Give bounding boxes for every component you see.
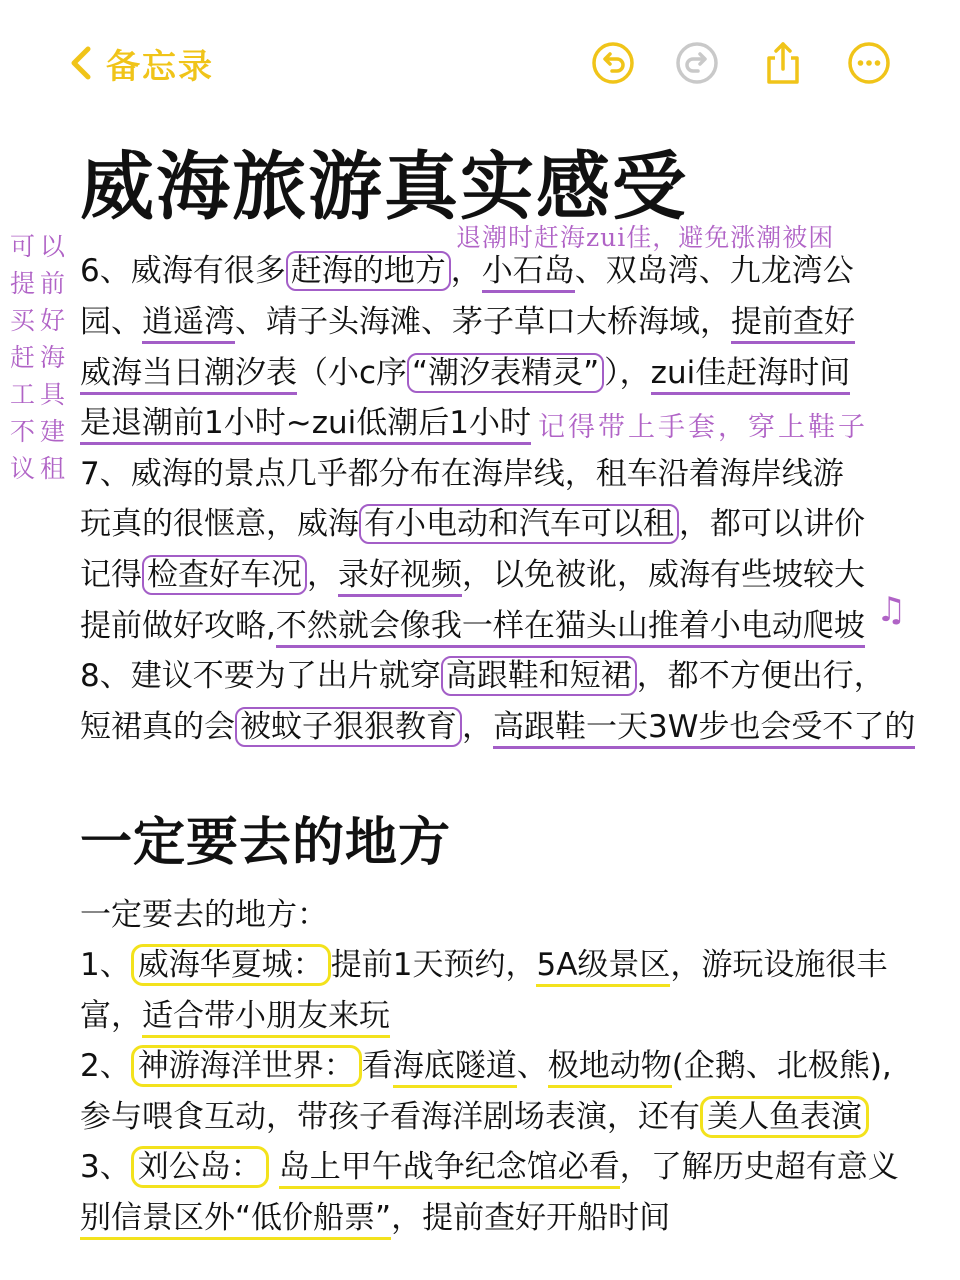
text-span: 参与喂食互动，带孩子看海洋剧场表演，还有 (80, 1099, 700, 1135)
handwritten-note-top: 退潮时赶海zui佳，避免涨潮被困 (456, 223, 835, 252)
text-span: 、靖子头海滩、茅子草口大桥海域， (235, 304, 731, 340)
more-icon (846, 40, 892, 86)
top-toolbar (0, 0, 960, 120)
highlight-underline: 威海当日潮汐表 (80, 355, 297, 395)
place-line (80, 1041, 892, 1091)
text-span: ， (450, 253, 482, 289)
highlight-box: 检查好车况 (142, 555, 307, 595)
body-line (80, 348, 850, 398)
place-name-box: 神游海洋世界： (131, 1045, 362, 1087)
note-title: 威海旅游真实感受 (80, 144, 688, 230)
text-span: 7、威海的景点几乎都分布在海岸线，租车沿着海岸线游 (80, 456, 844, 492)
text-span: 、双岛湾、九龙湾公 (574, 253, 854, 289)
highlight-underline: 录好视频 (338, 557, 462, 597)
body-line (80, 297, 855, 347)
place-name-box: 威海华夏城： (131, 944, 331, 986)
place-line (80, 1142, 899, 1192)
highlight-box: 被蚊子狠狠教育 (235, 707, 462, 747)
highlight-underline: 不然就会像我一样在猫头山推着小电动爬坡 (276, 608, 865, 648)
text-span: ，都不方便出行， (636, 658, 885, 694)
highlight-underline: zui佳赶海时间 (651, 355, 851, 395)
text-span: ，都可以讲价 (679, 506, 865, 542)
undo-icon (590, 40, 636, 86)
place-line (80, 940, 887, 990)
text-span: (企鹅、北极熊), (671, 1048, 892, 1084)
chevron-left-icon (64, 43, 96, 83)
text-span: ）， (604, 355, 651, 391)
text-span: （小c序 (297, 355, 408, 391)
text-span: 短裙真的会 (80, 709, 235, 745)
text-span: 8、建议不要为了出片就穿 (80, 658, 441, 694)
highlight-underline: 极地动物 (548, 1048, 672, 1088)
text-span: 富， (80, 998, 142, 1034)
back-label: 备忘录 (106, 46, 214, 87)
highlight-box: “潮汐表精灵” (407, 353, 604, 393)
place-name-box: 刘公岛： (131, 1146, 269, 1188)
text-span: 提前1天预约， (330, 947, 537, 983)
redo-button[interactable] (674, 40, 720, 86)
highlight-underline: 提前查好 (731, 304, 855, 344)
undo-button[interactable] (590, 40, 636, 86)
text-span: ，以免被讹，威海有些坡较大 (462, 557, 865, 593)
text-span: ， (462, 709, 493, 745)
text-span: 看 (361, 1048, 393, 1084)
music-note-doodle: ♫ (876, 590, 907, 630)
highlight-box: 高跟鞋和短裙 (441, 656, 637, 696)
section-title: 一定要去的地方 (80, 813, 452, 873)
highlight-underline: 逍遥湾 (142, 304, 235, 344)
text-span: ， (307, 557, 338, 593)
text-span: ，提前查好开船时间 (391, 1200, 671, 1236)
text-span: 、 (516, 1048, 548, 1084)
more-button[interactable] (846, 40, 892, 86)
places-intro (80, 890, 328, 940)
place-line (80, 1092, 869, 1142)
place-line (80, 1193, 670, 1243)
text-span: 玩真的很惬意，威海 (80, 506, 359, 542)
highlight-underline: 高跟鞋一天3W步也会受不了的 (493, 709, 915, 749)
text-span: 一定要去的地方： (80, 897, 328, 933)
highlight-box: 赶海的地方 (286, 251, 451, 291)
share-icon (760, 40, 806, 86)
body-line (80, 398, 531, 448)
highlight-underline: 适合带小朋友来玩 (142, 998, 390, 1038)
highlight-box: 有小电动和汽车可以租 (359, 504, 679, 544)
handwritten-note-right: 记得带上手套，穿上鞋子 (538, 412, 868, 443)
highlight-underline: 是退潮前1小时~zui低潮后1小时 (80, 405, 531, 445)
handwritten-note-side: 可以提前买好赶海工具不建议租 (10, 232, 71, 483)
highlight-underline: 岛上甲午战争纪念馆必看 (279, 1149, 620, 1189)
redo-icon (674, 40, 720, 86)
highlight-underline: 海底隧道 (393, 1048, 517, 1088)
text-span: 园、 (80, 304, 142, 340)
body-line (80, 651, 885, 701)
highlight-box: 美人鱼表演 (700, 1096, 869, 1138)
highlight-underline: 5A级景区 (536, 947, 670, 987)
share-button[interactable] (760, 40, 806, 86)
highlight-underline: 小石岛 (482, 253, 575, 293)
text-span: 记得 (80, 557, 142, 593)
body-line (80, 702, 915, 752)
text-span: ，了解历史超有意义 (619, 1149, 899, 1185)
text-span: 1、 (80, 947, 131, 983)
highlight-underline: 别信景区外“低价船票” (80, 1200, 391, 1240)
body-line (80, 449, 844, 499)
body-line (80, 601, 865, 651)
body-line (80, 550, 865, 600)
text-span: 3、 (80, 1149, 131, 1185)
back-button[interactable] (64, 38, 214, 88)
text-span: 提前做好攻略, (80, 608, 276, 644)
body-line (80, 499, 865, 549)
place-line (80, 991, 390, 1041)
body-line (80, 246, 854, 296)
text-span: 2、 (80, 1048, 131, 1084)
text-span: ，游玩设施很丰 (670, 947, 888, 983)
text-span: 6、威海有很多 (80, 253, 286, 289)
